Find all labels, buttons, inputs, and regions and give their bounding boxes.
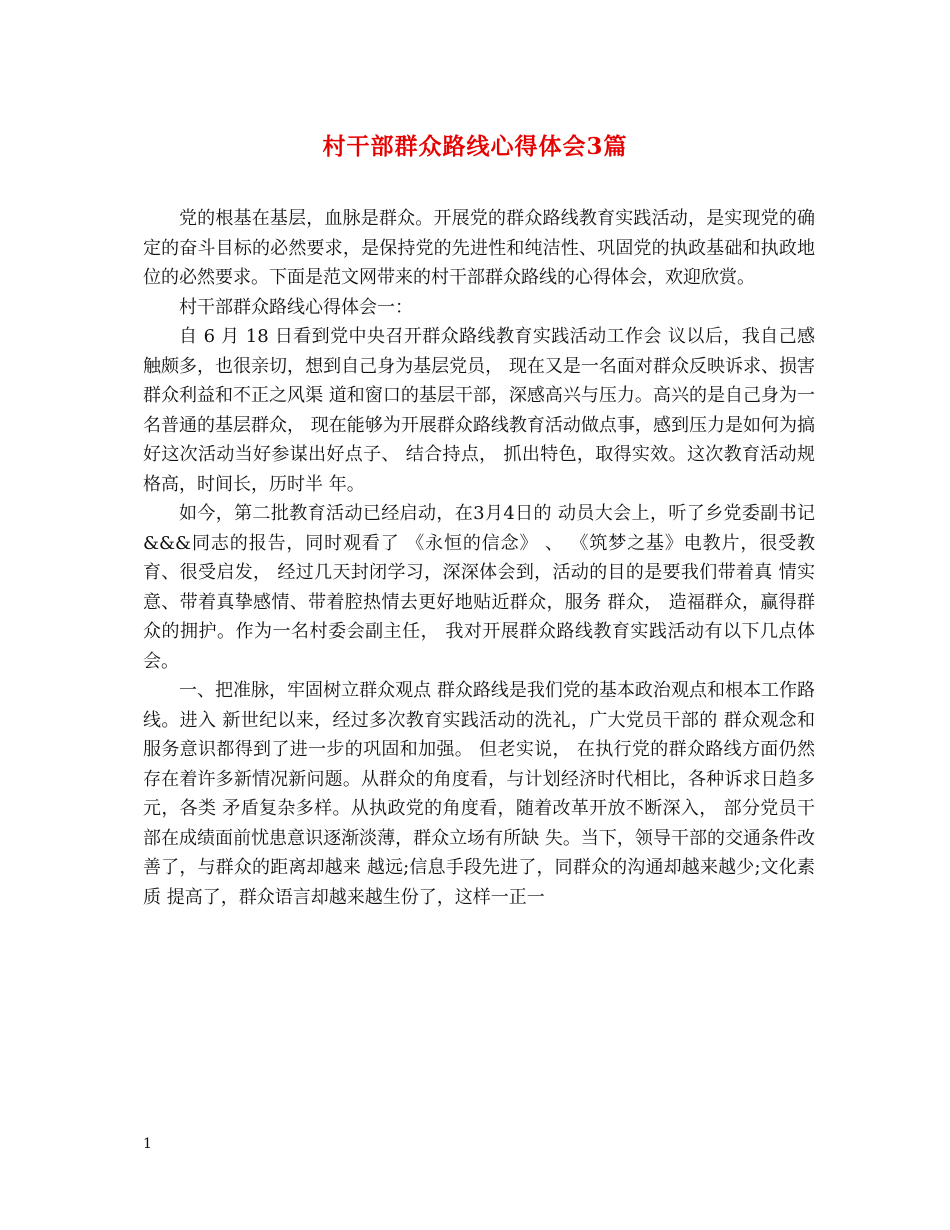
page-number: 1 — [143, 1136, 152, 1152]
body-paragraph: 自 6 月 18 日看到党中央召开群众路线教育实践活动工作会 议以后，我自己感触颇多，也很亲切，想到自己身为基层党员， 现在又是一名面对群众反映诉求、损害群众利益和不正之风渠 道和窗口的基层干部，深感高兴与压力。高兴的是自己身为一 名普通的基层群众， 现在能够为开展群众路线教育活动做点事，感到压力是如何为搞好这次活动当好参谋出好点子、 结合持点， 抓出特色，取得实效。这次教育活动规格高，时间长，历时半 年。 — [143, 326, 815, 495]
body-paragraph: 一、把准脉，牢固树立群众观点 群众路线是我们党的基本政治观点和根本工作路线。进入 新世纪以来，经过多次教育实践活动的洗礼，广大党员干部的 群众观念和服务意识都得到了进一步的巩固和加强。 但老实说， 在执行党的群众路线方面仍然存在着许多新情况新问题。从群众的角度看，与计划经济时代相比，各种诉求日趋多元，各类 矛盾复杂多样。从执政党的角度看，随着改革开放不断深入， 部分党员干部在成绩面前忧患意识逐渐淡薄，群众立场有所缺 失。当下，领导干部的交通条件改善了，与群众的距离却越来 越远;信息手段先进了，同群众的沟通却越来越少;文化素质 提高了，群众语言却越来越生份了，这样一正一 — [143, 680, 815, 908]
document-title: 村干部群众路线心得体会3篇 — [322, 133, 628, 160]
section-heading-paragraph: 村干部群众路线心得体会一： — [179, 296, 413, 318]
intro-paragraph: 党的根基在基层，血脉是群众。开展党的群众路线教育实践活动，是实现党的确定的奋斗目标的必然要求，是保持党的先进性和纯洁性、巩固党的执政基础和执政地位的必然要求。下面是范文网带来的村干部群众路线的心得体会，欢迎欣赏。 — [143, 208, 815, 288]
document-body — [143, 204, 815, 912]
body-paragraph: 如今，第二批教育活动已经启动，在3月4日的 动员大会上，听了乡党委副书记&&&同志的报告，同时观看了 《永恒的信念》 、 《筑梦之基》电教片，很受教育、很受启发， 经过几天封闭学习，深深体会到，活动的目的是要我们带着真 情实意、带着真挚感情、带着腔热情去更好地贴近群众，服务 群众， 造福群众，赢得群众的拥护。作为一名村委会副主任， 我对开展群众路线教育实践活动有以下几点体会。 — [143, 503, 815, 672]
